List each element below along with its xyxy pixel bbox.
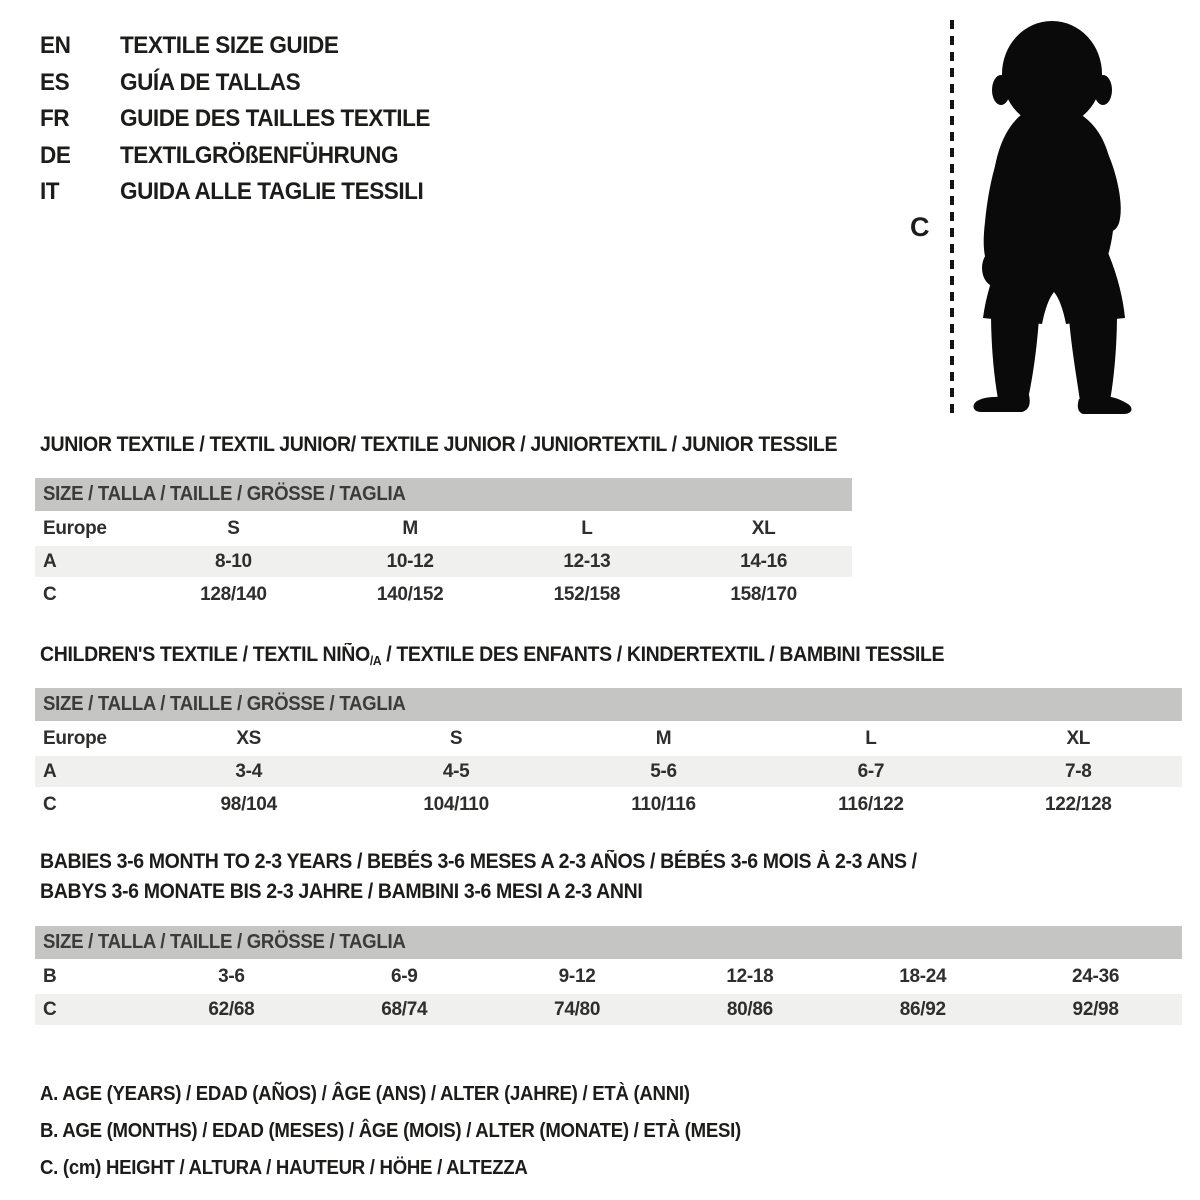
table-cell: 68/74 (381, 998, 428, 1020)
table-cell: 6-9 (390, 965, 418, 987)
table-cell: 4-5 (442, 760, 470, 782)
legend-line-text: A. AGE (YEARS) / EDAD (AÑOS) / ÂGE (ANS) / ALTER (JAHRE) / ETÀ (ANNI) (40, 1083, 690, 1105)
junior-row-c (35, 579, 852, 610)
children-size-header (35, 688, 1182, 721)
children-row-c (35, 789, 1182, 820)
table-cell: 5-6 (650, 760, 677, 782)
legend-line-text: C. (cm) HEIGHT / ALTURA / HAUTEUR / HÖHE / ALTEZZA (40, 1157, 528, 1179)
row-label: B (43, 965, 57, 987)
junior-section-title-text: JUNIOR TEXTILE / TEXTIL JUNIOR/ TEXTILE JUNIOR / JUNIORTEXTIL / JUNIOR TESSILE (40, 433, 838, 456)
legend (40, 1076, 794, 1187)
row-label: C (43, 998, 57, 1020)
language-title: GUIDA ALLE TAGLIE TESSILI (120, 178, 424, 206)
children-section-title (40, 643, 1012, 668)
language-code: ES (40, 68, 70, 96)
language-row (40, 174, 450, 211)
table-cell: 92/98 (1072, 998, 1119, 1020)
language-title: TEXTILGRÖßENFÜHRUNG (120, 141, 399, 169)
legend-line (40, 1076, 794, 1113)
table-cell: 110/116 (631, 793, 696, 815)
children-title-subscript: /A (369, 653, 382, 668)
children-size-table (35, 688, 1182, 820)
legend-line (40, 1150, 794, 1187)
toddler-silhouette (963, 16, 1145, 421)
language-row (40, 65, 450, 102)
legend-line (40, 1113, 794, 1150)
table-cell: 98/104 (220, 793, 277, 815)
table-cell: M (402, 517, 418, 539)
table-cell: 152/158 (553, 583, 621, 605)
table-cell: 80/86 (726, 998, 773, 1020)
table-cell: 86/92 (899, 998, 946, 1020)
language-code: EN (40, 32, 71, 60)
table-cell: 128/140 (200, 583, 267, 605)
table-cell: 62/68 (208, 998, 255, 1020)
junior-row-europe (35, 513, 852, 544)
babies-section-title-line2: BABYS 3-6 MONATE BIS 2-3 JAHRE / BAMBINI 3-6 MESI A 2-3 ANNI (40, 880, 643, 903)
babies-size-table (35, 926, 1182, 1025)
table-cell: 3-6 (218, 965, 245, 987)
row-label: Europe (43, 727, 107, 749)
table-cell: 24-36 (1072, 965, 1120, 987)
size-header-text: SIZE / TALLA / TAILLE / GRÖSSE / TAGLIA (43, 483, 406, 505)
legend-line-text: B. AGE (MONTHS) / EDAD (MESES) / ÂGE (MOIS) / ALTER (MONATE) / ETÀ (MESI) (40, 1120, 741, 1142)
table-cell: L (581, 517, 593, 539)
table-cell: 74/80 (554, 998, 601, 1020)
babies-section-title (40, 847, 983, 907)
table-cell: 104/110 (423, 793, 489, 815)
table-cell: 158/170 (730, 583, 797, 605)
language-title: TEXTILE SIZE GUIDE (120, 32, 339, 60)
babies-size-header (35, 926, 1182, 959)
row-label: A (43, 550, 57, 572)
language-code: DE (40, 141, 71, 169)
junior-section-title (40, 433, 897, 457)
table-cell: 9-12 (558, 965, 596, 987)
language-code: IT (40, 178, 60, 206)
children-row-a (35, 756, 1182, 787)
babies-row-c (35, 994, 1182, 1025)
row-label: C (43, 583, 57, 605)
table-cell: L (865, 727, 877, 749)
table-cell: XS (236, 727, 262, 749)
junior-size-header (35, 478, 852, 511)
babies-row-b (35, 961, 1182, 992)
table-cell: 8-10 (214, 550, 252, 572)
table-cell: 12-18 (726, 965, 774, 987)
language-row (40, 28, 450, 65)
row-label: Europe (43, 517, 107, 539)
table-cell: XL (751, 517, 776, 539)
language-title: GUÍA DE TALLAS (120, 68, 301, 96)
row-label: C (43, 793, 57, 815)
table-cell: 6-7 (857, 760, 885, 782)
table-cell: 12-13 (563, 550, 611, 572)
language-row (40, 101, 450, 138)
toddler-silhouette-icon (963, 16, 1145, 416)
junior-size-table (35, 478, 852, 610)
children-row-europe (35, 723, 1182, 754)
language-row (40, 138, 450, 175)
junior-row-a (35, 546, 852, 577)
height-measure-line (950, 20, 954, 416)
table-cell: XL (1066, 727, 1091, 749)
row-label: A (43, 760, 57, 782)
table-cell: 7-8 (1065, 760, 1092, 782)
table-cell: 18-24 (899, 965, 947, 987)
babies-section-title-line1: BABIES 3-6 MONTH TO 2-3 YEARS / BEBÉS 3-6 MESES A 2-3 AÑOS / BÉBÉS 3-6 MOIS À 2-3 ANS / (40, 850, 917, 873)
table-cell: 116/122 (838, 793, 904, 815)
table-cell: 3-4 (235, 760, 262, 782)
children-section-title-text: CHILDREN'S TEXTILE / TEXTIL NIÑO/A / TEXTILE DES ENFANTS / KINDERTEXTIL / BAMBINI TESSILE (40, 643, 945, 668)
table-cell: 14-16 (740, 550, 788, 572)
table-cell: 122/128 (1044, 793, 1112, 815)
height-measure-label: C (910, 212, 930, 242)
size-header-text: SIZE / TALLA / TAILLE / GRÖSSE / TAGLIA (43, 931, 406, 953)
language-title: GUIDE DES TAILLES TEXTILE (120, 105, 430, 133)
language-code: FR (40, 105, 70, 133)
table-cell: S (227, 517, 240, 539)
language-header (40, 28, 450, 211)
size-header-text: SIZE / TALLA / TAILLE / GRÖSSE / TAGLIA (43, 693, 406, 715)
table-cell: 10-12 (386, 550, 434, 572)
table-cell: M (655, 727, 672, 749)
table-cell: 140/152 (376, 583, 444, 605)
table-cell: S (449, 727, 463, 749)
